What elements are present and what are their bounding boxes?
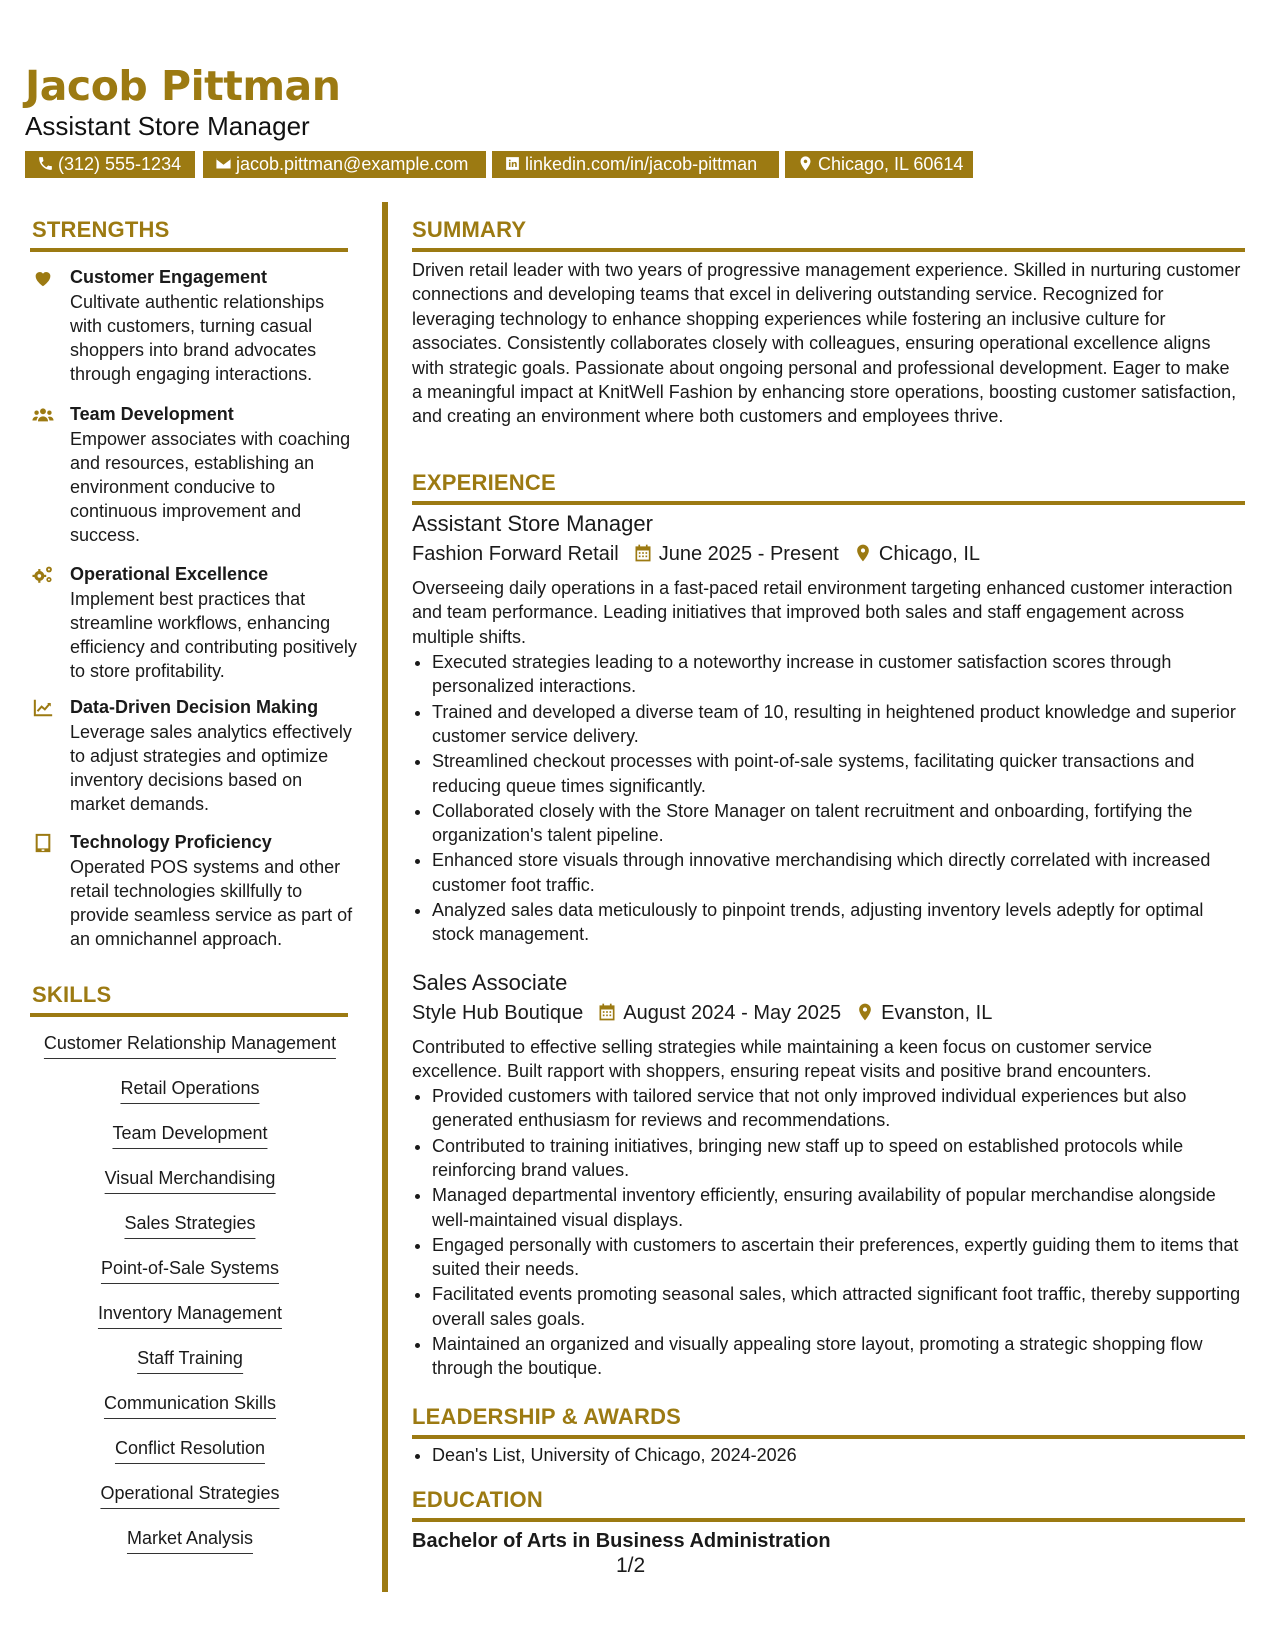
location-pin-icon xyxy=(853,543,873,563)
contact-email-text: jacob.pittman@example.com xyxy=(236,154,469,174)
skill-tag: Operational Strategies xyxy=(100,1481,279,1509)
strengths-rule xyxy=(30,248,348,252)
list-item: • Streamlined checkout processes with point-of-sale systems, facilitating quicker transactions and reducing queue times significantly. xyxy=(432,749,1242,798)
skill-tag: Sales Strategies xyxy=(124,1211,255,1239)
heart-icon xyxy=(32,267,54,289)
job-bullets xyxy=(412,1084,1242,1382)
strength-desc: Operated POS systems and other retail technologies skillfully to provide seamless service as part of an omnichannel approach. xyxy=(70,857,353,949)
contact-email[interactable] xyxy=(203,151,486,178)
location-pin-icon xyxy=(855,1002,875,1022)
list-item: • Provided customers with tailored service that not only improved individual experiences but also generated enthusiasm for reviews and recommendations. xyxy=(432,1084,1242,1133)
list-item: • Facilitated events promoting seasonal sales, which attracted significant foot traffic, thereby supporting overall sales goals. xyxy=(432,1282,1242,1331)
skill-tag: Conflict Resolution xyxy=(115,1436,265,1464)
users-icon xyxy=(32,404,54,426)
calendar-icon xyxy=(633,543,653,563)
job-meta xyxy=(412,1000,992,1026)
job-role: Sales Associate xyxy=(412,970,568,995)
strength-title: Technology Proficiency xyxy=(70,832,272,852)
skill-tag: Communication Skills xyxy=(104,1391,276,1419)
job-meta xyxy=(412,541,980,567)
skill-tag: Retail Operations xyxy=(120,1076,259,1104)
job-location: Evanston, IL xyxy=(881,1002,993,1024)
skill-tag: Staff Training xyxy=(137,1346,243,1374)
contact-linkedin[interactable] xyxy=(492,151,779,178)
list-item: • Executed strategies leading to a noteworthy increase in customer satisfaction scores through personalized interactions. xyxy=(432,650,1242,699)
contact-phone[interactable] xyxy=(25,151,195,178)
strength-desc: Leverage sales analytics effectively to adjust strategies and optimize inventory decisions based on market demands. xyxy=(70,722,352,814)
job-dates: August 2024 - May 2025 xyxy=(623,1002,842,1024)
job-company: Fashion Forward Retail xyxy=(412,543,619,565)
skill-tag: Inventory Management xyxy=(98,1301,282,1329)
job-dates: June 2025 - Present xyxy=(658,543,839,565)
calendar-icon xyxy=(597,1002,617,1022)
skill-tag: Customer Relationship Management xyxy=(44,1031,336,1059)
candidate-name: Jacob Pittman xyxy=(25,62,341,110)
experience-heading: EXPERIENCE xyxy=(412,470,556,495)
skill-tag: Market Analysis xyxy=(127,1526,253,1554)
list-item: • Engaged personally with customers to ascertain their preferences, expertly guiding them to items that suited their needs. xyxy=(432,1233,1242,1282)
strength-title: Data-Driven Decision Making xyxy=(70,697,319,717)
job-description: Contributed to effective selling strategies while maintaining a keen focus on customer service excellence. Built rapport with shoppers, ensuring repeat visits and positive brand encounters. xyxy=(412,1037,1153,1082)
location-pin-icon xyxy=(797,155,814,172)
list-item: • Trained and developed a diverse team of 10, resulting in heightened product knowledge and superior customer service delivery. xyxy=(432,700,1242,749)
candidate-title: Assistant Store Manager xyxy=(25,111,310,141)
skill-tag: Team Development xyxy=(112,1121,267,1149)
job-location: Chicago, IL xyxy=(878,543,981,565)
experience-rule xyxy=(412,501,1245,505)
list-item: • Dean's List, University of Chicago, 2024-2026 xyxy=(432,1443,1242,1467)
strengths-heading: STRENGTHS xyxy=(32,217,170,242)
strength-desc: Cultivate authentic relationships with customers, turning casual shoppers into brand advocates through engaging interactions. xyxy=(70,292,325,384)
job-description: Overseeing daily operations in a fast-paced retail environment targeting enhanced customer interaction and team performance. Leading initiatives that improved both sales and staff engagement across multiple shifts. xyxy=(412,578,1233,647)
list-item: • Enhanced store visuals through innovative merchandising which directly correlated with increased customer foot traffic. xyxy=(432,848,1242,897)
envelope-icon xyxy=(215,155,232,172)
gears-icon xyxy=(32,564,54,586)
strength-title: Team Development xyxy=(70,404,234,424)
contact-location[interactable] xyxy=(785,151,973,178)
phone-icon xyxy=(37,155,54,172)
job-bullets xyxy=(412,650,1242,948)
leadership-list xyxy=(412,1443,1242,1468)
leadership-rule xyxy=(412,1435,1245,1439)
strength-desc: Empower associates with coaching and resources, establishing an environment conducive to continuous improvement and success. xyxy=(70,429,351,545)
education-heading: EDUCATION xyxy=(412,1487,543,1512)
education-rule xyxy=(412,1518,1245,1522)
skills-heading: SKILLS xyxy=(32,982,112,1007)
skill-tag: Point-of-Sale Systems xyxy=(101,1256,279,1284)
skill-tag: Visual Merchandising xyxy=(105,1166,276,1194)
summary-text: Driven retail leader with two years of progressive management experience. Skilled in nurturing customer connections and developing teams that excel in delivering outstanding service. Recognized for leveraging technology to enhance shopping experiences while fostering an inclusive culture for associates. Consistently collaborates closely with colleagues, ensuring operational excellence aligns with strategic goals. Passionate about ongoing personal and professional development. Eager to make a meaningful impact at KnitWell Fashion by enhancing store operations, boosting customer satisfaction, and creating an environment where both customers and employees thrive. xyxy=(412,260,1241,427)
strength-title: Operational Excellence xyxy=(70,564,269,584)
summary-rule xyxy=(412,248,1245,252)
degree-title: Bachelor of Arts in Business Administration xyxy=(412,1530,831,1552)
chart-line-icon xyxy=(32,697,54,719)
job-role: Assistant Store Manager xyxy=(412,511,653,536)
list-item: • Contributed to training initiatives, bringing new staff up to speed on established protocols while reinforcing brand values. xyxy=(432,1134,1242,1183)
contact-location-text: Chicago, IL 60614 xyxy=(818,154,964,174)
strength-desc: Implement best practices that streamline workflows, enhancing efficiency and contributing positively to store profitability. xyxy=(70,589,357,681)
strength-title: Customer Engagement xyxy=(70,267,268,287)
list-item: • Analyzed sales data meticulously to pinpoint trends, adjusting inventory levels adeptly for optimal stock management. xyxy=(432,898,1242,947)
skills-rule xyxy=(30,1013,348,1017)
list-item: • Managed departmental inventory efficiently, ensuring availability of popular merchandise alongside well-maintained visual displays. xyxy=(432,1183,1242,1232)
list-item: • Maintained an organized and visually appealing store layout, promoting a strategic shopping flow through the boutique. xyxy=(432,1332,1242,1381)
contact-phone-text: (312) 555-1234 xyxy=(58,154,182,174)
summary-heading: SUMMARY xyxy=(412,217,527,242)
list-item: • Collaborated closely with the Store Manager on talent recruitment and onboarding, fortifying the organization's talent pipeline. xyxy=(432,799,1242,848)
leadership-heading: LEADERSHIP & AWARDS xyxy=(412,1404,682,1429)
job-company: Style Hub Boutique xyxy=(412,1002,584,1024)
tablet-icon xyxy=(32,832,54,854)
contact-linkedin-text: linkedin.com/in/jacob-pittman xyxy=(525,154,758,174)
column-divider xyxy=(382,202,388,1592)
linkedin-icon xyxy=(504,155,521,172)
page-number: 1/2 xyxy=(616,1554,646,1577)
